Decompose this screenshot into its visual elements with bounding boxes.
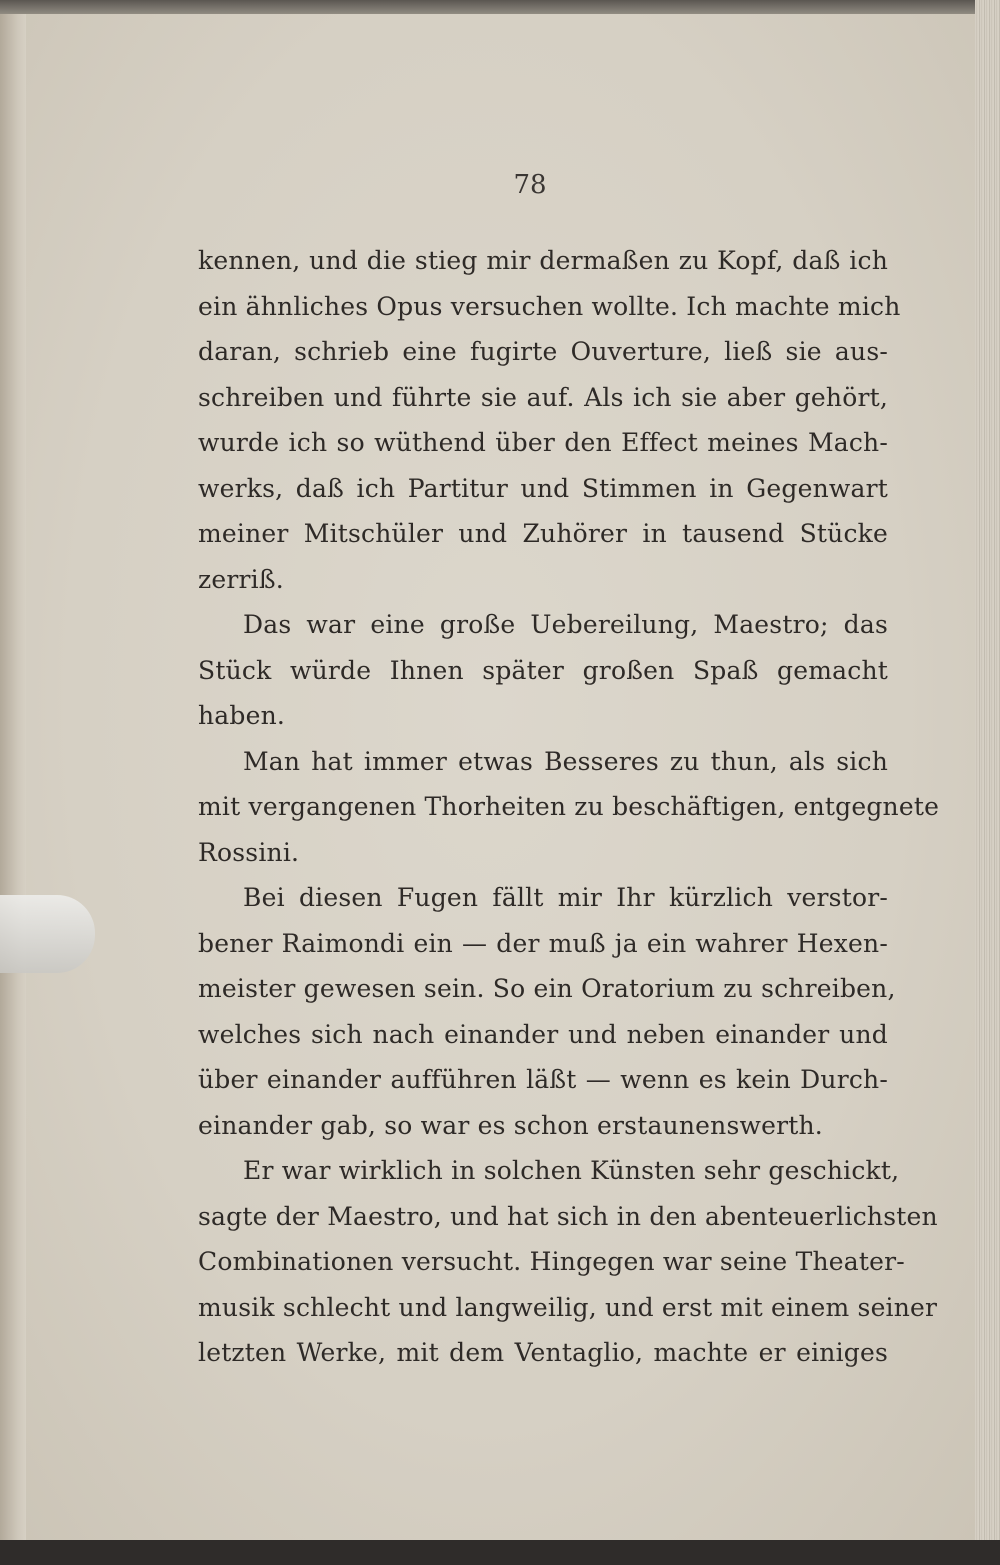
text-line: zerriß. (198, 564, 284, 594)
text-line: werks, daß ich Partitur und Stimmen in Gegenwart (198, 473, 888, 503)
text-line: schreiben und führte sie auf. Als ich sie aber gehört, (198, 382, 888, 412)
text-line: einander gab, so war es schon erstaunenswerth. (198, 1110, 823, 1140)
text-line: meister gewesen sein. So ein Oratorium zu schreiben, (198, 974, 896, 1003)
text-line: Rossini. (198, 837, 300, 867)
text-line: meiner Mitschüler und Zuhörer in tausend Stücke (198, 519, 888, 548)
page-number: 78 (513, 170, 547, 200)
text-line: Man hat immer etwas Besseres zu thun, als sich (243, 746, 888, 776)
page-text (198, 238, 940, 1376)
page-gutter (0, 14, 26, 1544)
text-line: wurde ich so wüthend über den Effect meines Mach- (198, 428, 888, 457)
text-line: daran, schrieb eine fugirte Ouverture, ließ sie aus- (198, 337, 888, 366)
text-line: ein ähnliches Opus versuchen wollte. Ich machte mich (198, 291, 901, 321)
book-bottom-edge (0, 1540, 1000, 1565)
text-line: kennen, und die stieg mir dermaßen zu Kopf, daß ich (198, 246, 888, 275)
page-edges (975, 0, 1000, 1565)
text-line: Er war wirklich in solchen Künsten sehr geschickt, (243, 1156, 900, 1185)
text-line: haben. (198, 701, 286, 730)
text-line: musik schlecht und langweilig, und erst mit einem seiner (198, 1292, 938, 1322)
text-line: welches sich nach einander und neben einander und (198, 1019, 888, 1049)
text-line: Combinationen versucht. Hingegen war seine Theater- (198, 1247, 905, 1276)
text-line: mit vergangenen Thorheiten zu beschäftigen, entgegnete (198, 792, 940, 821)
text-line: sagte der Maestro, und hat sich in den abenteuerlichsten (198, 1201, 938, 1231)
text-line: über einander aufführen läßt — wenn es kein Durch- (198, 1065, 888, 1094)
text-line: Stück würde Ihnen später großen Spaß gemacht (198, 655, 888, 685)
text-line: Das war eine große Uebereilung, Maestro; das (243, 610, 888, 639)
text-line: Bei diesen Fugen fällt mir Ihr kürzlich verstor- (243, 883, 888, 912)
bookmark-tab (0, 895, 95, 973)
text-line: letzten Werke, mit dem Ventaglio, machte er einiges (198, 1338, 888, 1367)
text-line: bener Raimondi ein — der muß ja ein wahrer Hexen- (198, 928, 888, 958)
